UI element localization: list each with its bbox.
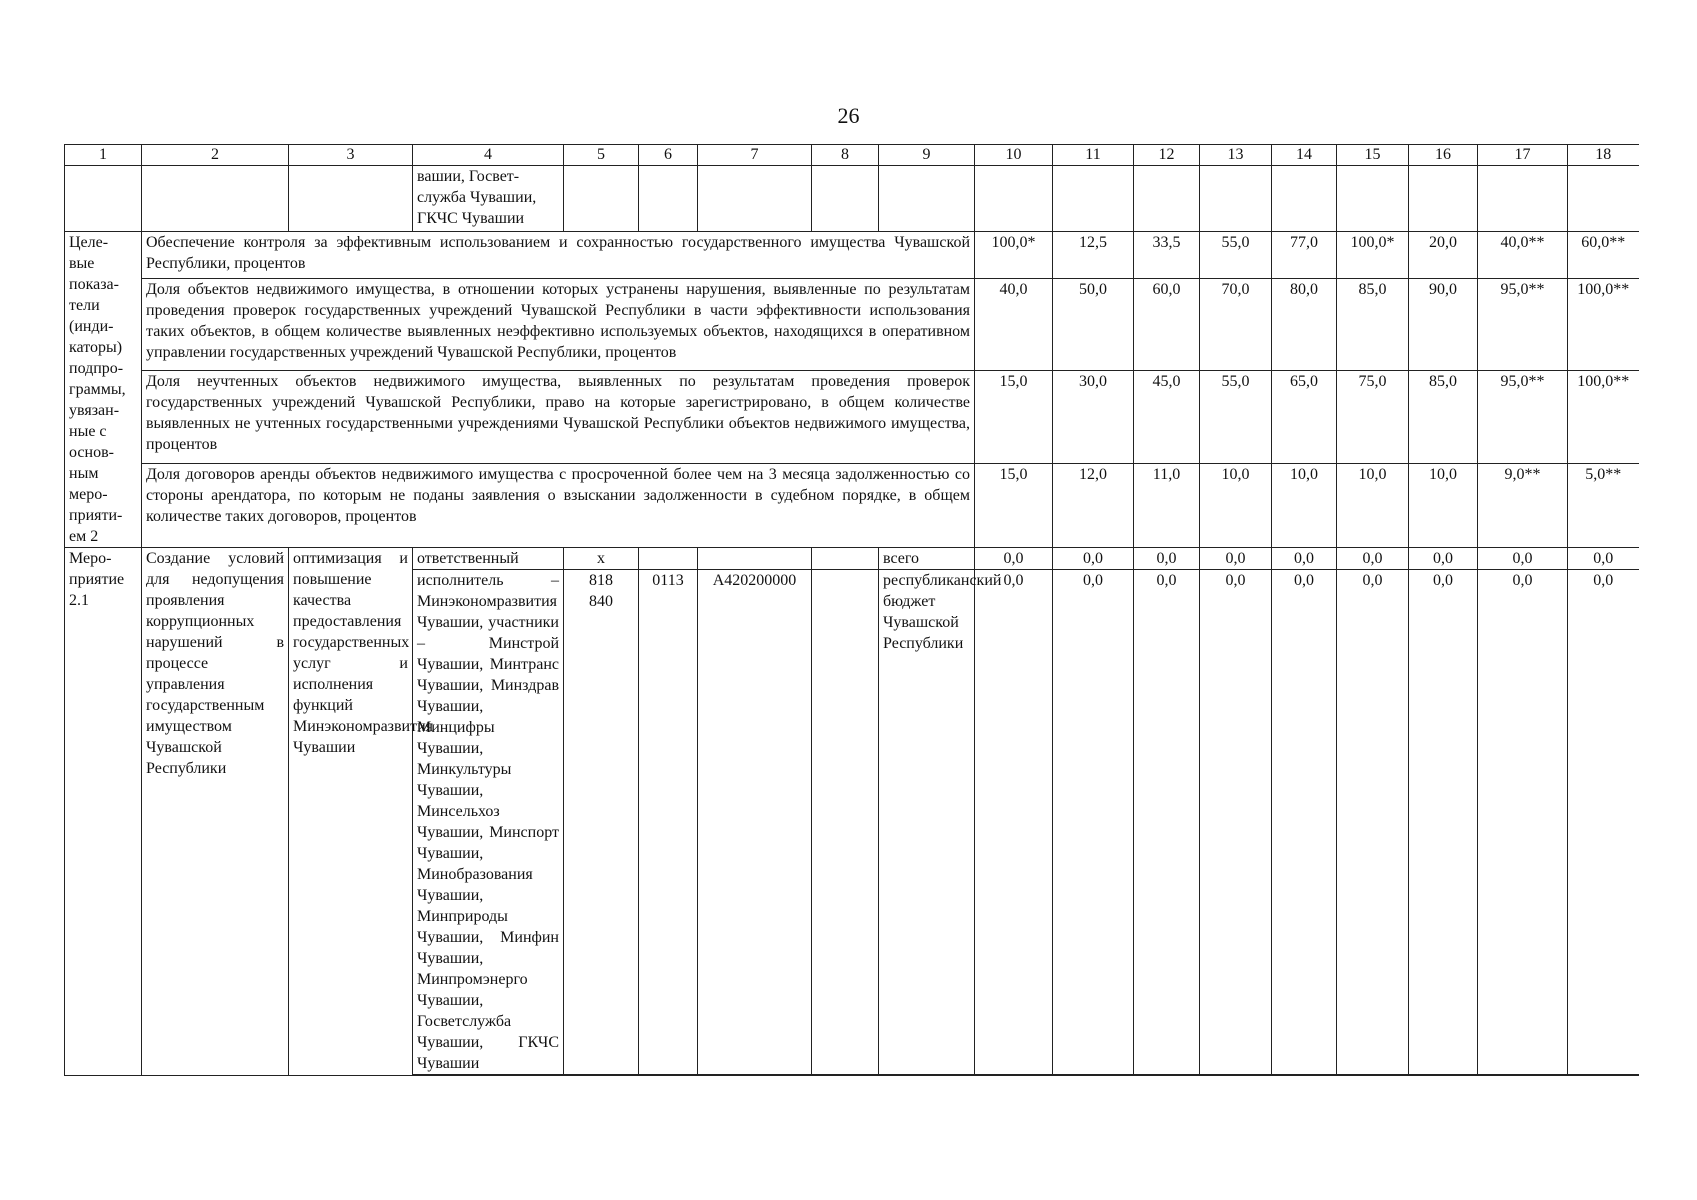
- col-header: 14: [1272, 145, 1337, 166]
- target-value: 30,0: [1053, 371, 1134, 464]
- target-value: 10,0: [1200, 464, 1272, 548]
- target-value: 40,0**: [1478, 232, 1568, 279]
- col-header: 9: [879, 145, 975, 166]
- target-value: 100,0**: [1568, 278, 1639, 371]
- executor-label: ответственный: [413, 548, 564, 570]
- target-text: Доля неучтенных объектов недвижимого имущества, выявленных по результатам проведения проверок государственных учреждений Чувашской Республики, право на которые зарегистрировано, в общем количестве выявленных не учтенных государственными учреждениями Чувашской Республики объектов недвижимого имущества, процентов: [142, 371, 975, 464]
- target-value: 10,0: [1337, 464, 1409, 548]
- budget-value: 0,0: [975, 570, 1053, 1076]
- col-header: 8: [812, 145, 879, 166]
- target-value: 12,5: [1053, 232, 1134, 279]
- budget-value: 0,0: [1478, 570, 1568, 1076]
- total-value: 0,0: [1272, 548, 1337, 570]
- target-row: [65, 278, 1639, 371]
- target-row: [65, 232, 1639, 279]
- target-value: 12,0: [1053, 464, 1134, 548]
- target-value: 33,5: [1134, 232, 1200, 279]
- target-value: 45,0: [1134, 371, 1200, 464]
- target-value: 75,0: [1337, 371, 1409, 464]
- target-text: Обеспечение контроля за эффективным использованием и сохранностью государственного имущества Чувашской Республики, процентов: [142, 232, 975, 279]
- total-value: 0,0: [1409, 548, 1478, 570]
- col-header: 16: [1409, 145, 1478, 166]
- col-header: 13: [1200, 145, 1272, 166]
- total-col5: х: [564, 548, 639, 570]
- col-header: 10: [975, 145, 1053, 166]
- target-value: 100,0**: [1568, 371, 1639, 464]
- target-text: Доля объектов недвижимого имущества, в отношении которых устранены нарушения, выявленные по результатам проведения проверок государственных учреждений Чувашской Республики в части эффективности использования таких объектов, в общем количестве выявленных неэффективно используемых объектов, находящихся в оперативном управлении государственных учреждений Чувашской Республики, процентов: [142, 278, 975, 371]
- target-value: 60,0**: [1568, 232, 1639, 279]
- target-value: 65,0: [1272, 371, 1337, 464]
- col-header: 15: [1337, 145, 1409, 166]
- col-header: 6: [639, 145, 698, 166]
- target-value: 77,0: [1272, 232, 1337, 279]
- col-header: 12: [1134, 145, 1200, 166]
- col-header: 5: [564, 145, 639, 166]
- measure-executor: исполнитель – Минэкономразвития Чувашии, участники – Минстрой Чувашии, Минтранс Чувашии, Минздрав Чувашии, Минцифры Чувашии, Минкультуры Чувашии, Минсельхоз Чувашии, Минспорт Чувашии, Минобразования Чувашии, Минприроды Чувашии, Минфин Чувашии, Минпромэнерго Чувашии, Госветслужба Чувашии, ГКЧС Чувашии: [413, 570, 564, 1076]
- targets-label: Целе- вые показа- тели (инди- каторы) подпро- граммы, увязан- ные с основ- ным меро- прияти- ем 2: [65, 232, 142, 548]
- col-header: 2: [142, 145, 289, 166]
- target-row: [65, 371, 1639, 464]
- target-value: 20,0: [1409, 232, 1478, 279]
- budget-value: 0,0: [1337, 570, 1409, 1076]
- continuation-executor: вашии, Госвет- служба Чувашии, ГКЧС Чувашии: [413, 166, 564, 232]
- col-header: 7: [698, 145, 812, 166]
- target-value: 100,0*: [1337, 232, 1409, 279]
- target-value: 100,0*: [975, 232, 1053, 279]
- target-value: 55,0: [1200, 371, 1272, 464]
- measure-name: Создание условий для недопущения проявления коррупционных нарушений в процессе управления государственным имуществом Чувашской Республики: [142, 548, 289, 1076]
- col-header: 18: [1568, 145, 1639, 166]
- col-header: 3: [289, 145, 413, 166]
- budget-value: 0,0: [1134, 570, 1200, 1076]
- col-header: 1: [65, 145, 142, 166]
- col-header: 17: [1478, 145, 1568, 166]
- continuation-row: [65, 166, 1639, 232]
- target-value: 10,0: [1409, 464, 1478, 548]
- col-header: 11: [1053, 145, 1134, 166]
- budget-value: 0,0: [1568, 570, 1639, 1076]
- program-table: [64, 144, 1639, 1076]
- target-value: 9,0**: [1478, 464, 1568, 548]
- budget-section: 0113: [639, 570, 698, 1076]
- budget-value: 0,0: [1409, 570, 1478, 1076]
- total-value: 0,0: [1053, 548, 1134, 570]
- total-source: всего: [879, 548, 975, 570]
- target-value: 70,0: [1200, 278, 1272, 371]
- column-number-row: [65, 145, 1639, 166]
- target-value: 60,0: [1134, 278, 1200, 371]
- total-value: 0,0: [1337, 548, 1409, 570]
- budget-source: республиканский бюджет Чувашской Республики: [879, 570, 975, 1076]
- total-value: 0,0: [1134, 548, 1200, 570]
- target-row: [65, 464, 1639, 548]
- target-value: 55,0: [1200, 232, 1272, 279]
- budget-value: 0,0: [1200, 570, 1272, 1076]
- budget-target-article: А420200000: [698, 570, 812, 1076]
- total-value: 0,0: [1478, 548, 1568, 570]
- total-value: 0,0: [975, 548, 1053, 570]
- col-header: 4: [413, 145, 564, 166]
- total-value: 0,0: [1200, 548, 1272, 570]
- measure-total-row: [65, 548, 1639, 570]
- target-value: 90,0: [1409, 278, 1478, 371]
- target-value: 85,0: [1337, 278, 1409, 371]
- target-value: 40,0: [975, 278, 1053, 371]
- target-text: Доля договоров аренды объектов недвижимого имущества с просроченной более чем на 3 месяца задолженностью со стороны арендатора, по которым не поданы заявления о взыскании задолженности в судебном порядке, в общем количестве таких договоров, процентов: [142, 464, 975, 548]
- target-value: 85,0: [1409, 371, 1478, 464]
- target-value: 11,0: [1134, 464, 1200, 548]
- page-number: 26: [837, 103, 860, 128]
- target-value: 10,0: [1272, 464, 1337, 548]
- measure-label: Меро- приятие 2.1: [65, 548, 142, 1076]
- total-value: 0,0: [1568, 548, 1639, 570]
- measure-goal: оптимизация и повышение качества предоставления государственных услуг и исполнения функций Минэкономразвития Чувашии: [289, 548, 413, 1076]
- target-value: 5,0**: [1568, 464, 1639, 548]
- budget-value: 0,0: [1053, 570, 1134, 1076]
- budget-codes: 818 840: [564, 570, 639, 1076]
- target-value: 95,0**: [1478, 278, 1568, 371]
- target-value: 50,0: [1053, 278, 1134, 371]
- target-value: 15,0: [975, 371, 1053, 464]
- target-value: 15,0: [975, 464, 1053, 548]
- target-value: 80,0: [1272, 278, 1337, 371]
- target-value: 95,0**: [1478, 371, 1568, 464]
- budget-value: 0,0: [1272, 570, 1337, 1076]
